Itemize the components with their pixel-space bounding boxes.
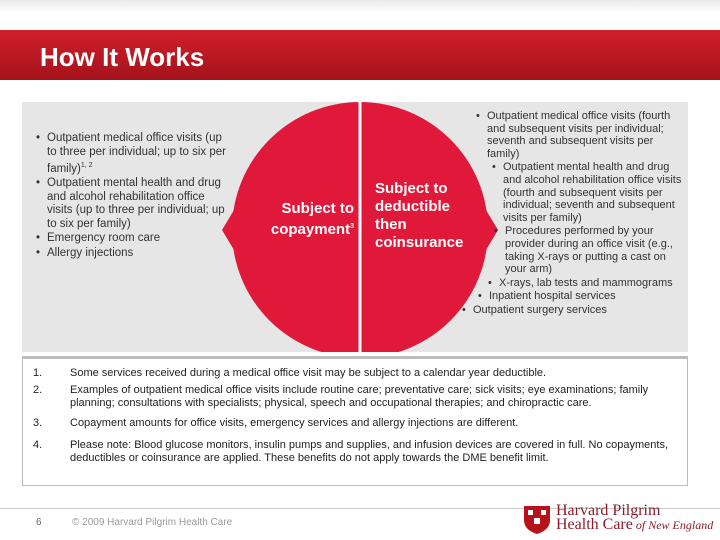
- list-item: • X-rays, lab tests and mammograms: [488, 277, 682, 290]
- deductible-label-line4: coinsurance: [375, 234, 464, 251]
- list-item: • Allergy injections: [36, 247, 228, 261]
- shield-icon: [522, 504, 552, 534]
- copayment-label-line1: Subject to: [281, 200, 354, 217]
- footnotes-box: 1. Some services received during a medical office visit may be subject to a calendar year deductible. 2. Examples of outpatient medical office visits include routine care; preventative care; sick visits; eye examinations; family planning; consultations with specialists; physical, speech and occupational therapies; and chiropractic care. 3. Copayment amounts for office visits, emergency services and allergy injections are different. 4. Please note: Blood glucose monitors, insulin pumps and supplies, and infusion devices are covered in full. No copayments, deductibles or coinsurance are applied. These benefits do not apply towards the DME benefit limit.: [22, 356, 688, 486]
- deductible-label-line2: deductible: [375, 198, 451, 215]
- list-item: • Outpatient surgery services: [462, 304, 682, 317]
- deductible-label-line1: Subject to: [375, 180, 448, 197]
- copyright-text: © 2009 Harvard Pilgrim Health Care: [72, 517, 233, 528]
- deductible-label: [375, 180, 463, 252]
- page-title: How It Works: [40, 42, 205, 72]
- list-item: • Outpatient mental health and drug and alcohol rehabilitation office visits (up to three per individual; up to six per family): [36, 177, 228, 231]
- harvard-pilgrim-logo: [520, 500, 720, 536]
- deductible-services-list: [462, 110, 682, 318]
- copayment-label: [254, 200, 354, 239]
- copayment-label-line2: copayment$^3$: [270, 221, 354, 238]
- page-number: 6: [36, 517, 42, 528]
- list-item: • Procedures performed by your provider during an office visit (e.g., taking X-rays or putting a cast on your arm): [494, 225, 682, 275]
- list-item: • Outpatient medical office visits (up to three per individual; up to six per family)$^{1, 2}$: [36, 132, 228, 176]
- deductible-label-line3: then: [375, 216, 407, 233]
- copayment-services-list: [36, 132, 228, 261]
- logo-text-line1: Harvard Pilgrim: [556, 502, 661, 519]
- coverage-diagram: [22, 102, 688, 352]
- list-item: • Outpatient mental health and drug and alcohol rehabilitation office visits (fourth and subsequent visits per individual; seventh and subsequent visits per family): [492, 161, 682, 224]
- list-item: • Emergency room care: [36, 232, 228, 246]
- list-item: • Outpatient medical office visits (fourth and subsequent visits per individual; seventh and subsequent visits per family): [476, 110, 682, 160]
- list-item: • Inpatient hospital services: [478, 290, 682, 303]
- logo-text-line2: Health Care of New England: [556, 516, 714, 533]
